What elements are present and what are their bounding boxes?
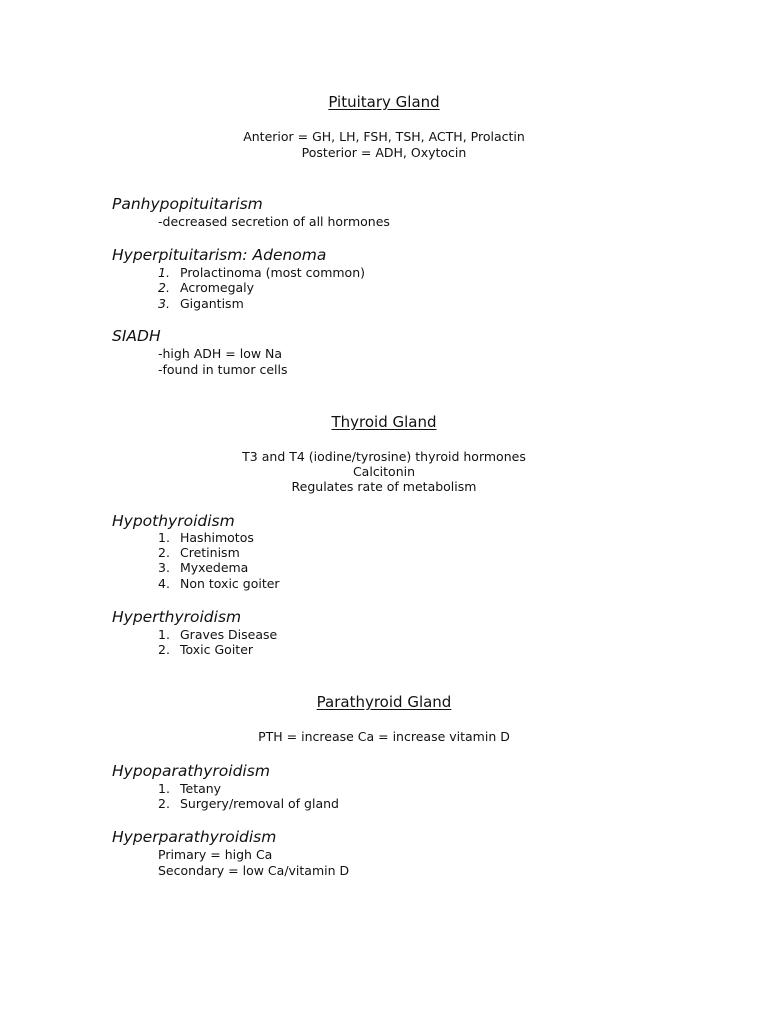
thyroid-line: T3 and T4 (iodine/tyrosine) thyroid hormones — [242, 449, 526, 464]
list-item: Tetany — [180, 781, 222, 796]
list-number: 1. — [158, 265, 170, 280]
siadh-line: -high ADH = low Na — [158, 346, 283, 361]
pituitary-title: Pituitary Gland — [328, 93, 440, 111]
hyperparathyroidism-heading: Hyperparathyroidism — [112, 828, 277, 846]
hyperparathyroidism-line: Primary = high Ca — [158, 847, 273, 862]
thyroid-line: Calcitonin — [352, 464, 416, 479]
list-item: Non toxic goiter — [180, 576, 280, 591]
panhypopituitarism-line: -decreased secretion of all hormones — [158, 214, 390, 229]
list-item: Hashimotos — [180, 530, 254, 545]
thyroid-line: Regulates rate of metabolism — [291, 479, 477, 494]
list-item: Myxedema — [180, 560, 249, 575]
pituitary-anterior-line: Anterior = GH, LH, FSH, TSH, ACTH, Prolactin — [243, 129, 525, 144]
list-number: 1. — [158, 530, 170, 545]
hypoparathyroidism-heading: Hypoparathyroidism — [112, 762, 270, 780]
siadh-heading: SIADH — [112, 327, 161, 345]
parathyroid-pth-line: PTH = increase Ca = increase vitamin D — [258, 729, 510, 744]
thyroid-title: Thyroid Gland — [331, 413, 437, 431]
list-number: 3. — [158, 560, 170, 575]
parathyroid-title: Parathyroid Gland — [316, 693, 452, 711]
list-item: Acromegaly — [180, 280, 255, 295]
list-item: Surgery/removal of gland — [180, 796, 339, 811]
siadh-line: -found in tumor cells — [158, 362, 288, 377]
list-number: 2. — [158, 545, 170, 560]
list-number: 3. — [158, 296, 170, 311]
panhypopituitarism-heading: Panhypopituitarism — [112, 195, 263, 213]
pituitary-posterior-line: Posterior = ADH, Oxytocin — [301, 145, 467, 160]
hyperthyroidism-heading: Hyperthyroidism — [112, 608, 242, 626]
list-number: 2. — [158, 280, 170, 295]
list-number: 2. — [158, 642, 170, 657]
hyperpituitarism-heading: Hyperpituitarism: Adenoma — [112, 246, 327, 264]
list-number: 2. — [158, 796, 170, 811]
hypothyroidism-heading: Hypothyroidism — [112, 512, 235, 530]
list-item: Toxic Goiter — [180, 642, 254, 657]
hyperparathyroidism-line: Secondary = low Ca/vitamin D — [158, 863, 350, 878]
list-item: Gigantism — [180, 296, 244, 311]
list-number: 1. — [158, 781, 170, 796]
list-item: Prolactinoma (most common) — [180, 265, 365, 280]
list-number: 1. — [158, 627, 170, 642]
list-item: Graves Disease — [180, 627, 278, 642]
list-number: 4. — [158, 576, 170, 591]
list-item: Cretinism — [180, 545, 240, 560]
